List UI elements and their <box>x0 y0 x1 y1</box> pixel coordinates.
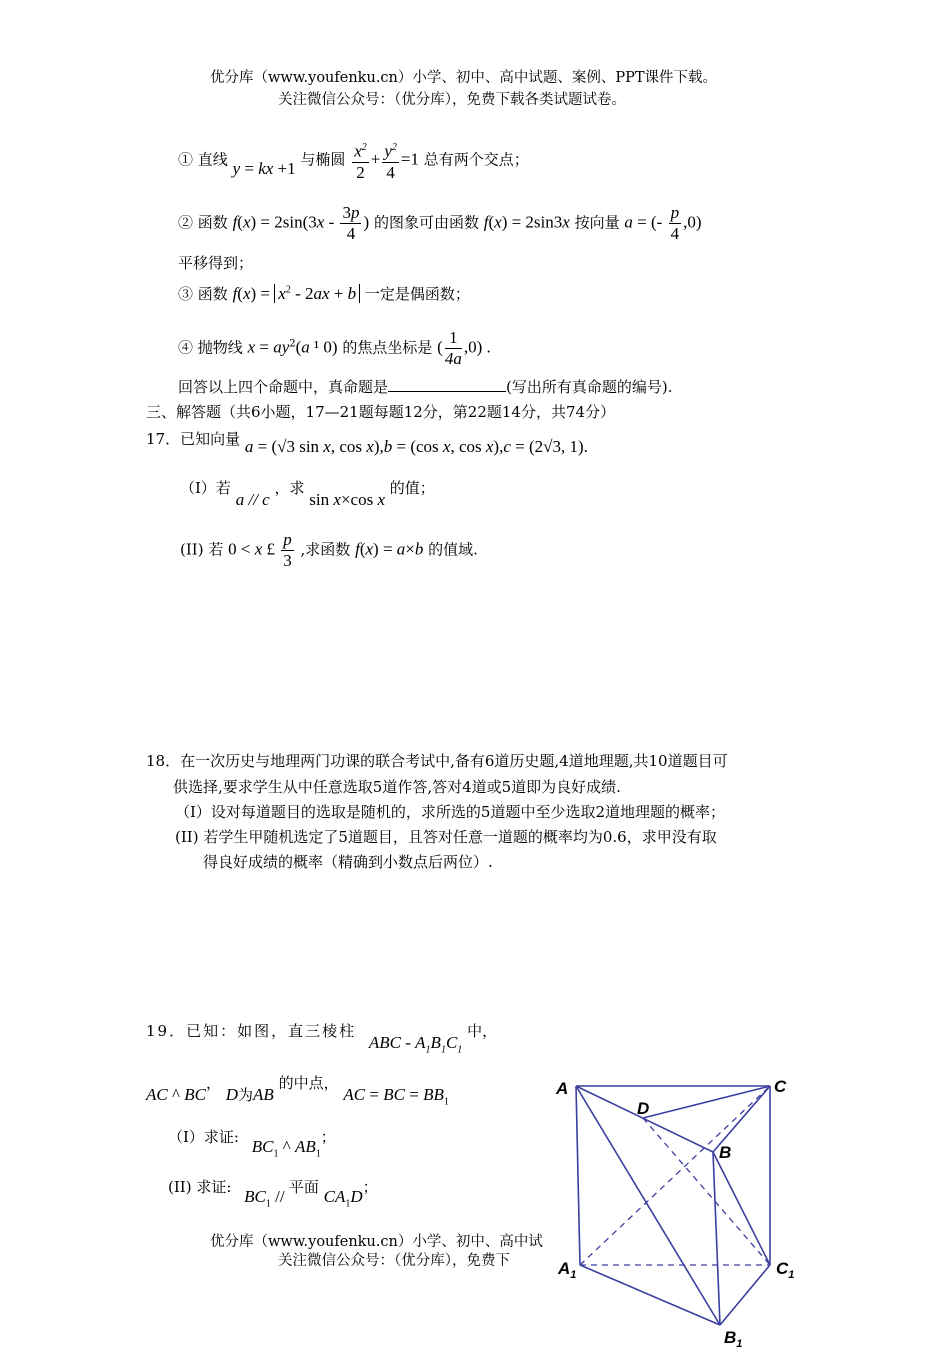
q17-title: 17．已知向量 a = (√3 sin x, cos x),b = (cos x, cos x),c = (2√3, 1). <box>146 430 588 456</box>
q16-item-1: ① 直线 y = kx +1 与椭圆 $\frac{x^2}{2}$ + $\frac{y^2}{4}$ =1 总有两个交点； <box>178 138 529 183</box>
q19-condition: AC ^ BC， D为AB 的中点， AC = BC = $BB_1$ <box>146 1074 449 1108</box>
q18-part-1: （I）设对每道题目的选取是随机的，求所选的5道题中至少选取2道地理题的概率； <box>175 803 726 821</box>
prism-figure <box>548 1060 818 1350</box>
edge-AA1 <box>576 1086 580 1265</box>
edge-C1B1 <box>720 1265 770 1325</box>
q17-part-2: (II) 若 0 < x £ $\frac{p}{3}$ ,求函数 f(x) = a×b 的值域. <box>180 530 478 570</box>
header-line-1: 优分库（www.youfenku.cn）小学、初中、高中试题、案例、PPT课件下载。 <box>210 70 718 86</box>
label-C1: $C_1$ <box>776 1259 795 1281</box>
label-B: B <box>719 1143 732 1162</box>
footer-line-2: 关注微信公众号：（优分库），免费下 <box>278 1253 510 1269</box>
q19-part-2: (II) 求证: $BC_1$ // 平面 $CA_1D$； <box>168 1178 378 1210</box>
section-3-title: 三、解答题（共6小题，17—21题每题12分，第22题14分，共74分） <box>146 403 616 421</box>
label-D: D <box>637 1099 650 1118</box>
edge-DC <box>643 1086 770 1118</box>
answer-blank <box>388 377 506 392</box>
label-A: A <box>556 1079 569 1098</box>
q18-part-2b: 得良好成绩的概率（精确到小数点后两位）. <box>203 853 493 871</box>
edge-DA1 <box>643 1118 770 1265</box>
label-A1: $A_1$ <box>558 1259 577 1281</box>
q16-answer: 回答以上四个命题中，真命题是 (写出所有真命题的编号). <box>178 378 673 396</box>
edge-BB1 <box>713 1152 720 1325</box>
q16-item-2: ② 函数 f(x) = 2sin(3x - $\frac{3p}{4}$ ) 的图象可由函数 f(x) = 2sin3x 按向量 a = (- $\frac{p}{4}$ ,0) <box>178 203 702 243</box>
edge-BC1 <box>713 1152 770 1265</box>
q16-item-4: ④ 抛物线 $x = ay^2(a$ ¹ 0) 的焦点坐标是 ( $\frac{1}{4a}$ ,0) . <box>178 328 491 368</box>
q19-part-1: （I）求证: $BC_1$ ^ $AB_1$； <box>168 1128 336 1160</box>
edge-A1B1 <box>580 1265 720 1325</box>
q16-item-3: ③ 函数 $f(x) = x^2 - 2ax + b$ 一定是偶函数； <box>178 284 470 303</box>
label-C: C <box>774 1077 787 1096</box>
q18-part-2a: (II) 若学生甲随机选定了5道题目，且答对任意一道题的概率均为0.6，求甲没有取 <box>175 828 717 846</box>
edge-A1C <box>580 1086 770 1265</box>
q17-part-1: （I）若 a // c ，求 sin x×cos x 的值； <box>180 479 435 509</box>
footer-line-1: 优分库（www.youfenku.cn）小学、初中、高中试 <box>210 1234 543 1250</box>
q19-title: 19．已知：如图，直三棱柱 ABC - $A_1B_1C_1$ 中， <box>146 1022 498 1056</box>
q18-line-2: 供选择,要求学生从中任意选取5道作答,答对4道或5道即为良好成绩. <box>173 778 621 796</box>
edge-AB1 <box>576 1086 720 1325</box>
q18-line-1: 18．在一次历史与地理两门功课的联合考试中,备有6道历史题,4道地理题,共10道题目可 <box>146 752 728 770</box>
label-B1: $B_1$ <box>724 1328 743 1350</box>
q16-item-2-cont: 平移得到； <box>178 254 254 272</box>
header-line-2: 关注微信公众号：（优分库），免费下载各类试题试卷。 <box>278 92 626 108</box>
